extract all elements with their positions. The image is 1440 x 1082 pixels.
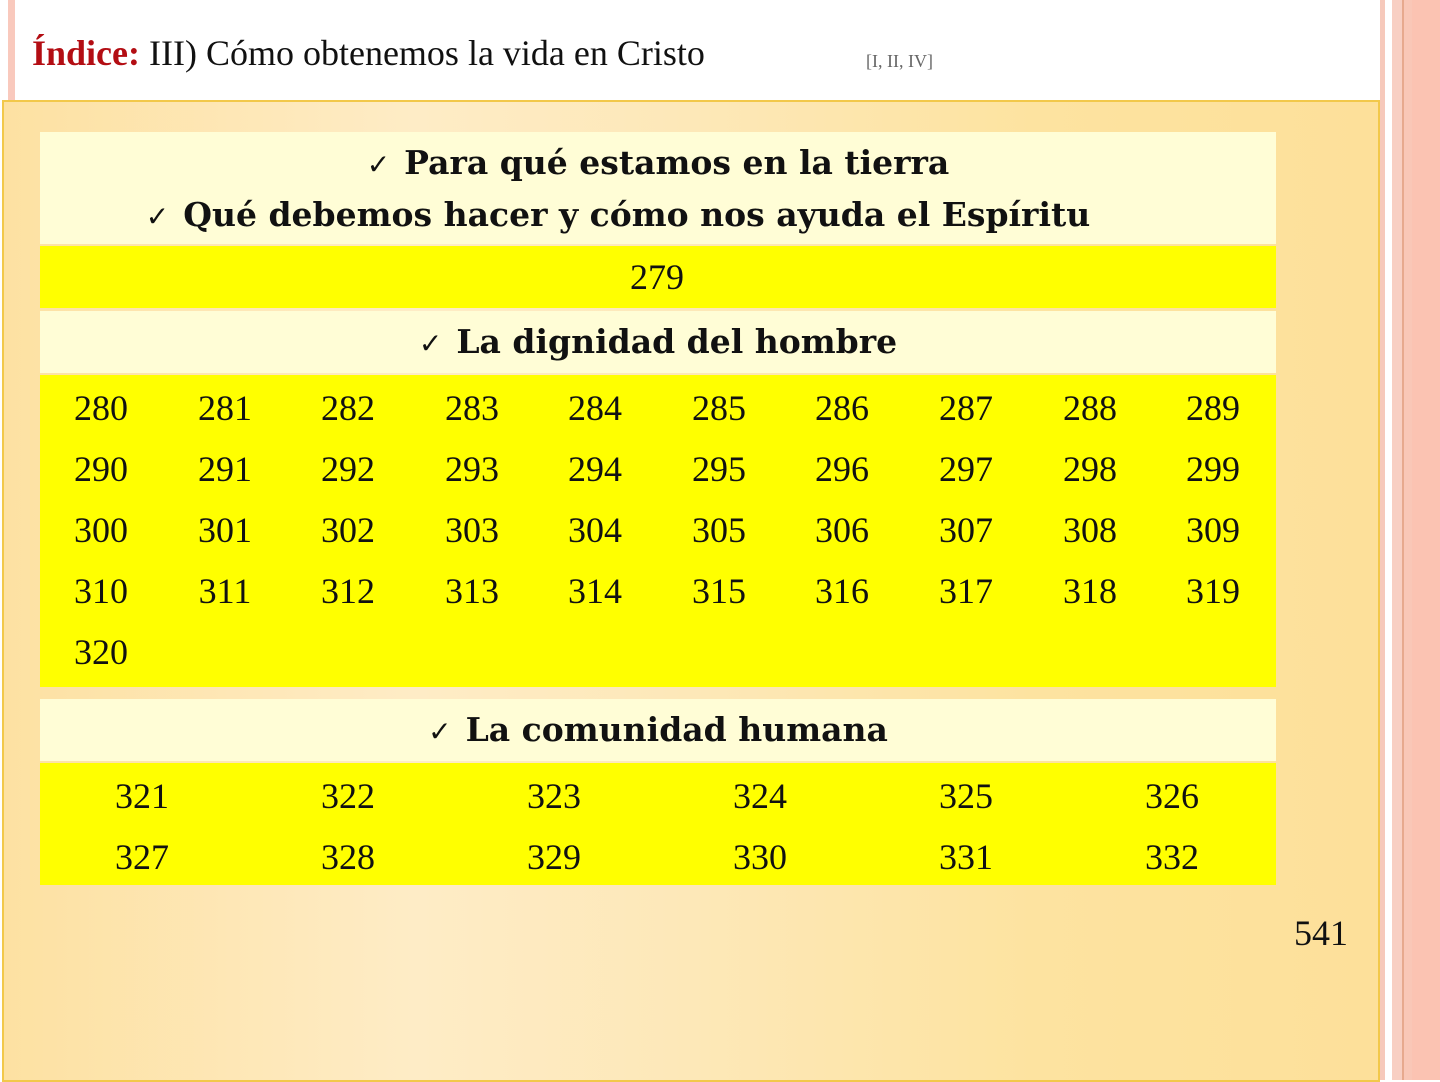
paragraph-number-link[interactable]: 332 xyxy=(1145,837,1199,877)
paragraph-number-link[interactable]: 314 xyxy=(568,571,622,611)
paragraph-number-link[interactable]: 318 xyxy=(1063,571,1117,611)
paragraph-number-link[interactable]: 280 xyxy=(74,388,128,428)
paragraph-number-link[interactable]: 295 xyxy=(692,449,746,489)
paragraph-number-link[interactable]: 286 xyxy=(815,388,869,428)
numbers-block-purpose xyxy=(40,246,1276,308)
page-number: 541 xyxy=(1294,913,1348,953)
section-header-dignity xyxy=(40,311,1276,373)
paragraph-number-link[interactable]: 328 xyxy=(321,837,375,877)
paragraph-number-link[interactable]: 300 xyxy=(74,510,128,550)
paragraph-number-link[interactable]: 283 xyxy=(445,388,499,428)
checkmark-icon: ✓ xyxy=(418,327,443,360)
heading-text: La comunidad humana xyxy=(465,710,888,749)
paragraph-number-link[interactable]: 326 xyxy=(1145,776,1199,816)
paragraph-number-link[interactable]: 288 xyxy=(1063,388,1117,428)
paragraph-number-link[interactable]: 317 xyxy=(939,571,993,611)
heading-text: Para qué estamos en la tierra xyxy=(404,143,950,182)
paragraph-number-link[interactable]: 312 xyxy=(321,571,375,611)
paragraph-number-link[interactable]: 279 xyxy=(630,257,684,297)
paragraph-number-link[interactable]: 299 xyxy=(1186,449,1240,489)
page-title xyxy=(32,32,705,74)
paragraph-number-link[interactable]: 329 xyxy=(527,837,581,877)
heading-text: Qué debemos hacer y cómo nos ayuda el Espíritu xyxy=(183,195,1091,234)
paragraph-number-link[interactable]: 281 xyxy=(198,388,252,428)
checkmark-icon: ✓ xyxy=(366,148,391,181)
paragraph-number-link[interactable]: 327 xyxy=(115,837,169,877)
paragraph-number-link[interactable]: 282 xyxy=(321,388,375,428)
paragraph-number-link[interactable]: 303 xyxy=(445,510,499,550)
paragraph-number-link[interactable]: 330 xyxy=(733,837,787,877)
paragraph-number-link[interactable]: 313 xyxy=(445,571,499,611)
paragraph-number-link[interactable]: 305 xyxy=(692,510,746,550)
numbers-block-dignity xyxy=(40,375,1276,687)
number-row xyxy=(40,256,1276,296)
paragraph-number-link[interactable]: 289 xyxy=(1186,388,1240,428)
paragraph-number-link[interactable]: 285 xyxy=(692,388,746,428)
number-row xyxy=(40,570,1276,610)
checkmark-icon: ✓ xyxy=(145,200,170,233)
paragraph-number-link[interactable]: 316 xyxy=(815,571,869,611)
paragraph-number-link[interactable]: 322 xyxy=(321,776,375,816)
paragraph-number-link[interactable]: 323 xyxy=(527,776,581,816)
number-row xyxy=(40,448,1276,488)
paragraph-number-link[interactable]: 324 xyxy=(733,776,787,816)
paragraph-number-link[interactable]: 296 xyxy=(815,449,869,489)
paragraph-number-link[interactable]: 291 xyxy=(198,449,252,489)
index-label: Índice: xyxy=(32,33,140,73)
cross-reference-links[interactable]: [I, II, IV] xyxy=(866,51,933,71)
number-row xyxy=(40,775,1276,815)
paragraph-number-link[interactable]: 294 xyxy=(568,449,622,489)
paragraph-number-link[interactable]: 290 xyxy=(74,449,128,489)
title-text: III) Cómo obtenemos la vida en Cristo xyxy=(149,33,705,73)
section-header-community xyxy=(40,699,1276,761)
paragraph-number-link[interactable]: 319 xyxy=(1186,571,1240,611)
paragraph-number-link[interactable]: 293 xyxy=(445,449,499,489)
paragraph-number-link[interactable]: 321 xyxy=(115,776,169,816)
paragraph-number-link[interactable]: 297 xyxy=(939,449,993,489)
paragraph-number-link[interactable]: 292 xyxy=(321,449,375,489)
paragraph-number-link[interactable]: 310 xyxy=(74,571,128,611)
paragraph-number-link[interactable]: 308 xyxy=(1063,510,1117,550)
slide-header xyxy=(0,0,1378,100)
heading-line xyxy=(40,190,1276,242)
heading-text: La dignidad del hombre xyxy=(456,322,898,361)
paragraph-number-link[interactable]: 320 xyxy=(74,632,128,672)
right-decor-stripes xyxy=(1380,0,1440,1080)
number-row xyxy=(40,387,1276,427)
number-row xyxy=(40,509,1276,549)
numbers-block-community xyxy=(40,763,1276,885)
number-row xyxy=(40,631,1276,671)
paragraph-number-link[interactable]: 311 xyxy=(198,571,252,611)
paragraph-number-link[interactable]: 302 xyxy=(321,510,375,550)
checkmark-icon: ✓ xyxy=(428,715,452,748)
paragraph-number-link[interactable]: 315 xyxy=(692,571,746,611)
paragraph-number-link[interactable]: 298 xyxy=(1063,449,1117,489)
paragraph-number-link[interactable]: 331 xyxy=(939,837,993,877)
number-row xyxy=(40,836,1276,876)
paragraph-number-link[interactable]: 309 xyxy=(1186,510,1240,550)
paragraph-number-link[interactable]: 307 xyxy=(939,510,993,550)
section-header-purpose xyxy=(40,132,1276,244)
paragraph-number-link[interactable]: 287 xyxy=(939,388,993,428)
paragraph-number-link[interactable]: 301 xyxy=(198,510,252,550)
heading-line xyxy=(40,138,1276,190)
paragraph-number-link[interactable]: 306 xyxy=(815,510,869,550)
paragraph-number-link[interactable]: 325 xyxy=(939,776,993,816)
paragraph-number-link[interactable]: 284 xyxy=(568,388,622,428)
paragraph-number-link[interactable]: 304 xyxy=(568,510,622,550)
